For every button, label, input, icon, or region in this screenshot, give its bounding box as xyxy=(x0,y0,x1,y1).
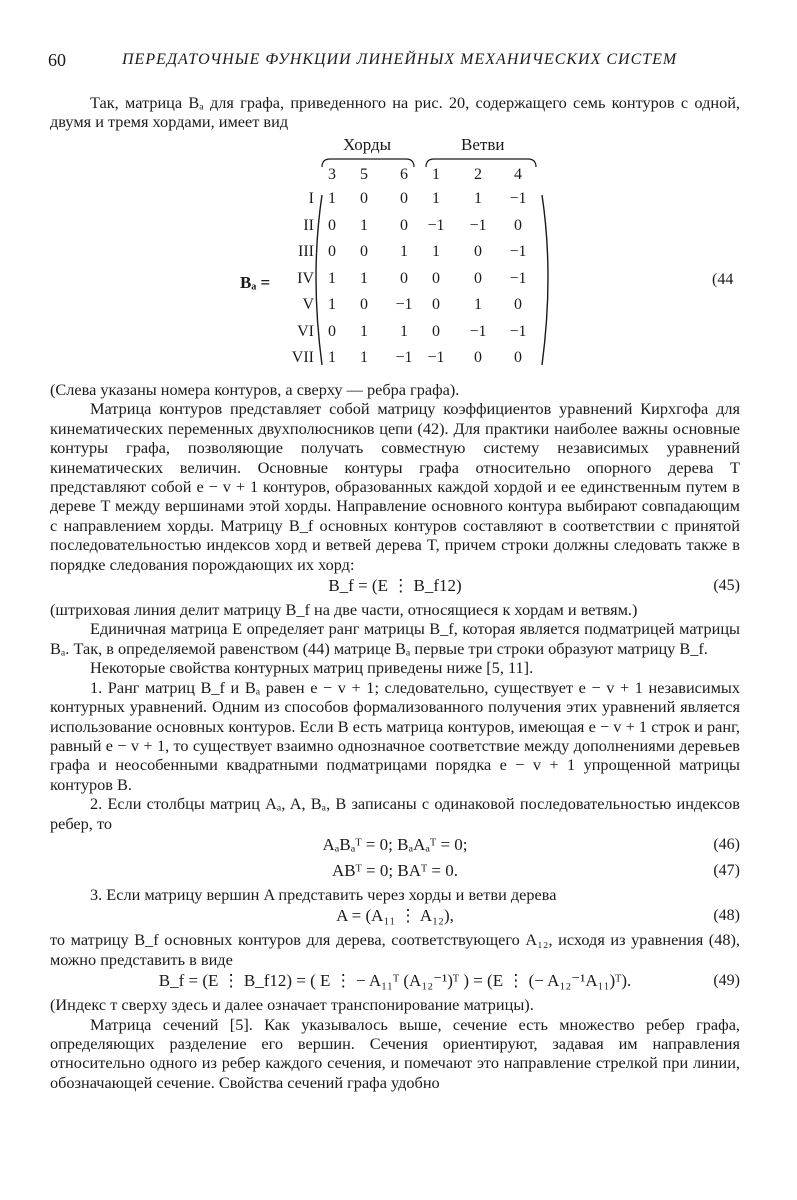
chords-label: Хорды xyxy=(343,135,392,154)
branches-label: Ветви xyxy=(461,135,505,154)
matrix-cell: 0 xyxy=(328,216,336,234)
matrix-cell: −1 xyxy=(427,349,445,366)
matrix-cell: 0 xyxy=(474,243,482,260)
body-text xyxy=(50,380,740,1092)
matrix-cell: −1 xyxy=(395,296,413,313)
matrix-cell: −1 xyxy=(395,349,413,366)
matrix-cell: 0 xyxy=(360,190,368,207)
equation-46-number: (46) xyxy=(713,835,740,853)
equation-49-number: (49) xyxy=(713,972,740,990)
matrix-cell: 0 xyxy=(432,269,440,287)
matrix-cell: 0 xyxy=(514,349,522,366)
equation-47-number: (47) xyxy=(713,861,740,879)
matrix-cell: 1 xyxy=(432,190,440,207)
matrix-cell: 0 xyxy=(328,243,336,260)
page-number: 60 xyxy=(48,50,66,70)
intro-paragraph: Так, матрица Bₐ для графа, приведенного на рис. 20, содержащего семь контуров с одной, двумя и тремя хордами, имеет вид xyxy=(50,93,740,132)
intro-block xyxy=(50,93,740,132)
matrix-cell: 0 xyxy=(328,322,336,340)
matrix-cell: 0 xyxy=(360,243,368,260)
matrix-cell: −1 xyxy=(509,322,527,340)
paragraph-11: Матрица сечений [5]. Как указывалось выше, сечение есть множество ребер графа, определяющих разделение его вершин. Сечения ориентируют, задавая им направления относительно одного из ребер каждого сечения, и помечают это направление стрелкой при линии, обозначающей сечение. Свойства сечений графа удобно xyxy=(50,1014,740,1092)
matrix-cell: 1 xyxy=(328,349,336,366)
equation-47-formula: ABᵀ = 0; BAᵀ = 0. xyxy=(332,860,458,880)
matrix-cell: 0 xyxy=(400,190,408,207)
matrix-cell: 0 xyxy=(400,269,408,287)
page-header xyxy=(48,50,748,74)
matrix-cell: 0 xyxy=(514,296,522,313)
matrix-cell: 1 xyxy=(400,322,408,340)
matrix-cell: 0 xyxy=(514,216,522,234)
paragraph-4: Единичная матрица E определяет ранг матрицы B_f, которая является подматрицей матрицы Bₐ. Так, в определяемой равенством (44) матрице Bₐ первые три строки образуют матрицу B_f. xyxy=(50,619,740,658)
equation-49-formula: B_f = (E ⋮ B_f12) = ( E ⋮ − A₁₁ᵀ (A₁₂⁻¹)ᵀ ) = (E ⋮ (− A₁₂⁻¹A₁₁)ᵀ). xyxy=(158,971,632,991)
matrix-cell: −1 xyxy=(509,190,527,207)
matrix-cell: 1 xyxy=(400,243,408,260)
matrix-column-header: 6 xyxy=(400,166,408,183)
matrix-Ba xyxy=(230,135,560,370)
matrix-row-label: IV xyxy=(297,269,314,287)
matrix-row-label: III xyxy=(298,243,314,260)
matrix-cell: 1 xyxy=(360,216,368,234)
equation-46-formula: AₐBₐᵀ = 0; BₐAₐᵀ = 0; xyxy=(322,834,468,854)
matrix-cell: 0 xyxy=(360,296,368,313)
matrix-column-header: 2 xyxy=(474,166,482,183)
matrix-cell: 1 xyxy=(474,296,482,313)
equation-48-number: (48) xyxy=(713,907,740,925)
equation-49 xyxy=(50,969,740,995)
equation-46 xyxy=(50,833,740,859)
matrix-cell: 0 xyxy=(432,322,440,340)
matrix-column-header: 3 xyxy=(328,166,336,183)
matrix-cell: 1 xyxy=(328,296,336,313)
paragraph-6: 1. Ранг матриц B_f и Bₐ равен e − v + 1; следовательно, существует e − v + 1 независимых контурных уравнений. Одним из способов формализованного получения этих уравнений является использование основных контуров. Если B есть матрица контуров, имеющая e − v + 1 строк и ранг, равный e − v + 1, то существует взаимно однозначное соответствие между дополнениями деревьев графа и неособенными квадратными подматрицами порядка e − v + 1 упрощенной матрицы контуров B. xyxy=(50,677,740,794)
matrix-cell: 1 xyxy=(360,322,368,340)
paragraph-2: Матрица контуров представляет собой матрицу коэффициентов уравнений Кирхгофа для кинематических переменных двухполюсников цепи (42). Для практики наиболее важны основные контуры графа, позволяющие получать совместную систему независимых уравнений кинематических величин. Основные контуры графа относительно опорного дерева T представляют собой e − v + 1 контуров, образованных каждой хордой и ее единственным путем в дереве T между вершинами этой хорды. Направление основного контура выбирают совпадающим с направлением хорды. Матрицу B_f основных контуров составляют в соответствии с принятой последовательностью индексов хорд и ветвей дерева T, причем строки должны следовать также в порядке следования порождающих их хорд: xyxy=(50,399,740,574)
matrix-row-label: VI xyxy=(297,322,314,340)
paragraph-1: (Слева указаны номера контуров, а сверху — ребра графа). xyxy=(50,380,460,399)
matrix-cell: −1 xyxy=(427,216,445,234)
equation-48-formula: A = (A₁₁ ⋮ A₁₂), xyxy=(336,906,454,926)
matrix-cell: 0 xyxy=(400,216,408,234)
matrix-column-header: 5 xyxy=(360,166,368,183)
paragraph-8: 3. Если матрицу вершин A представить через хорды и ветви дерева xyxy=(90,884,557,904)
matrix-cell: 0 xyxy=(432,296,440,313)
paragraph-9: то матрицу B_f основных контуров для дерева, соответствующего A₁₂, исходя из уравнения (48), можно представить в виде xyxy=(50,930,740,969)
matrix-cell: 0 xyxy=(474,349,482,366)
paragraph-10: (Индекс т сверху здесь и далее означает транспонирование матрицы). xyxy=(50,995,534,1015)
matrix-cell: 1 xyxy=(474,190,482,207)
matrix-cell: −1 xyxy=(509,269,527,287)
matrix-name: Bₐ = xyxy=(240,273,271,292)
matrix-cell: 1 xyxy=(432,243,440,260)
matrix-cell: 1 xyxy=(360,349,368,366)
matrix-column-header: 1 xyxy=(432,166,440,183)
matrix-cell: −1 xyxy=(509,243,527,260)
matrix-cell: 1 xyxy=(328,269,336,287)
paragraph-3: (штриховая линия делит матрицу B_f на две части, относящиеся к хордам и ветвям.) xyxy=(50,600,638,620)
matrix-row-label: I xyxy=(308,190,314,207)
equation-45-formula: B_f = (E ⋮ B_f12) xyxy=(328,576,462,596)
paragraph-5: Некоторые свойства контурных матриц приведены ниже [5, 11]. xyxy=(90,658,534,678)
matrix-cell: −1 xyxy=(469,322,487,340)
matrix-cell: 0 xyxy=(474,269,482,287)
matrix-cell: 1 xyxy=(328,190,336,207)
matrix-row-label: V xyxy=(302,296,314,313)
matrix-column-header: 4 xyxy=(514,166,522,183)
running-title: ПЕРЕДАТОЧНЫЕ ФУНКЦИИ ЛИНЕЙНЫХ МЕХАНИЧЕСКИХ СИСТЕМ xyxy=(122,51,678,68)
equation-45 xyxy=(50,574,740,600)
matrix-row-label: VII xyxy=(291,349,314,366)
equation-45-number: (45) xyxy=(713,577,740,595)
matrix-row-label: II xyxy=(303,216,314,234)
equation-48 xyxy=(50,904,740,930)
paragraph-7: 2. Если столбцы матриц Aₐ, A, Bₐ, B записаны с одинаковой последовательностью индексов ребер, то xyxy=(50,794,740,833)
equation-number-44: (44 xyxy=(712,271,734,288)
equation-47 xyxy=(50,859,740,885)
matrix-cell: −1 xyxy=(469,216,487,234)
matrix-cell: 1 xyxy=(360,269,368,287)
